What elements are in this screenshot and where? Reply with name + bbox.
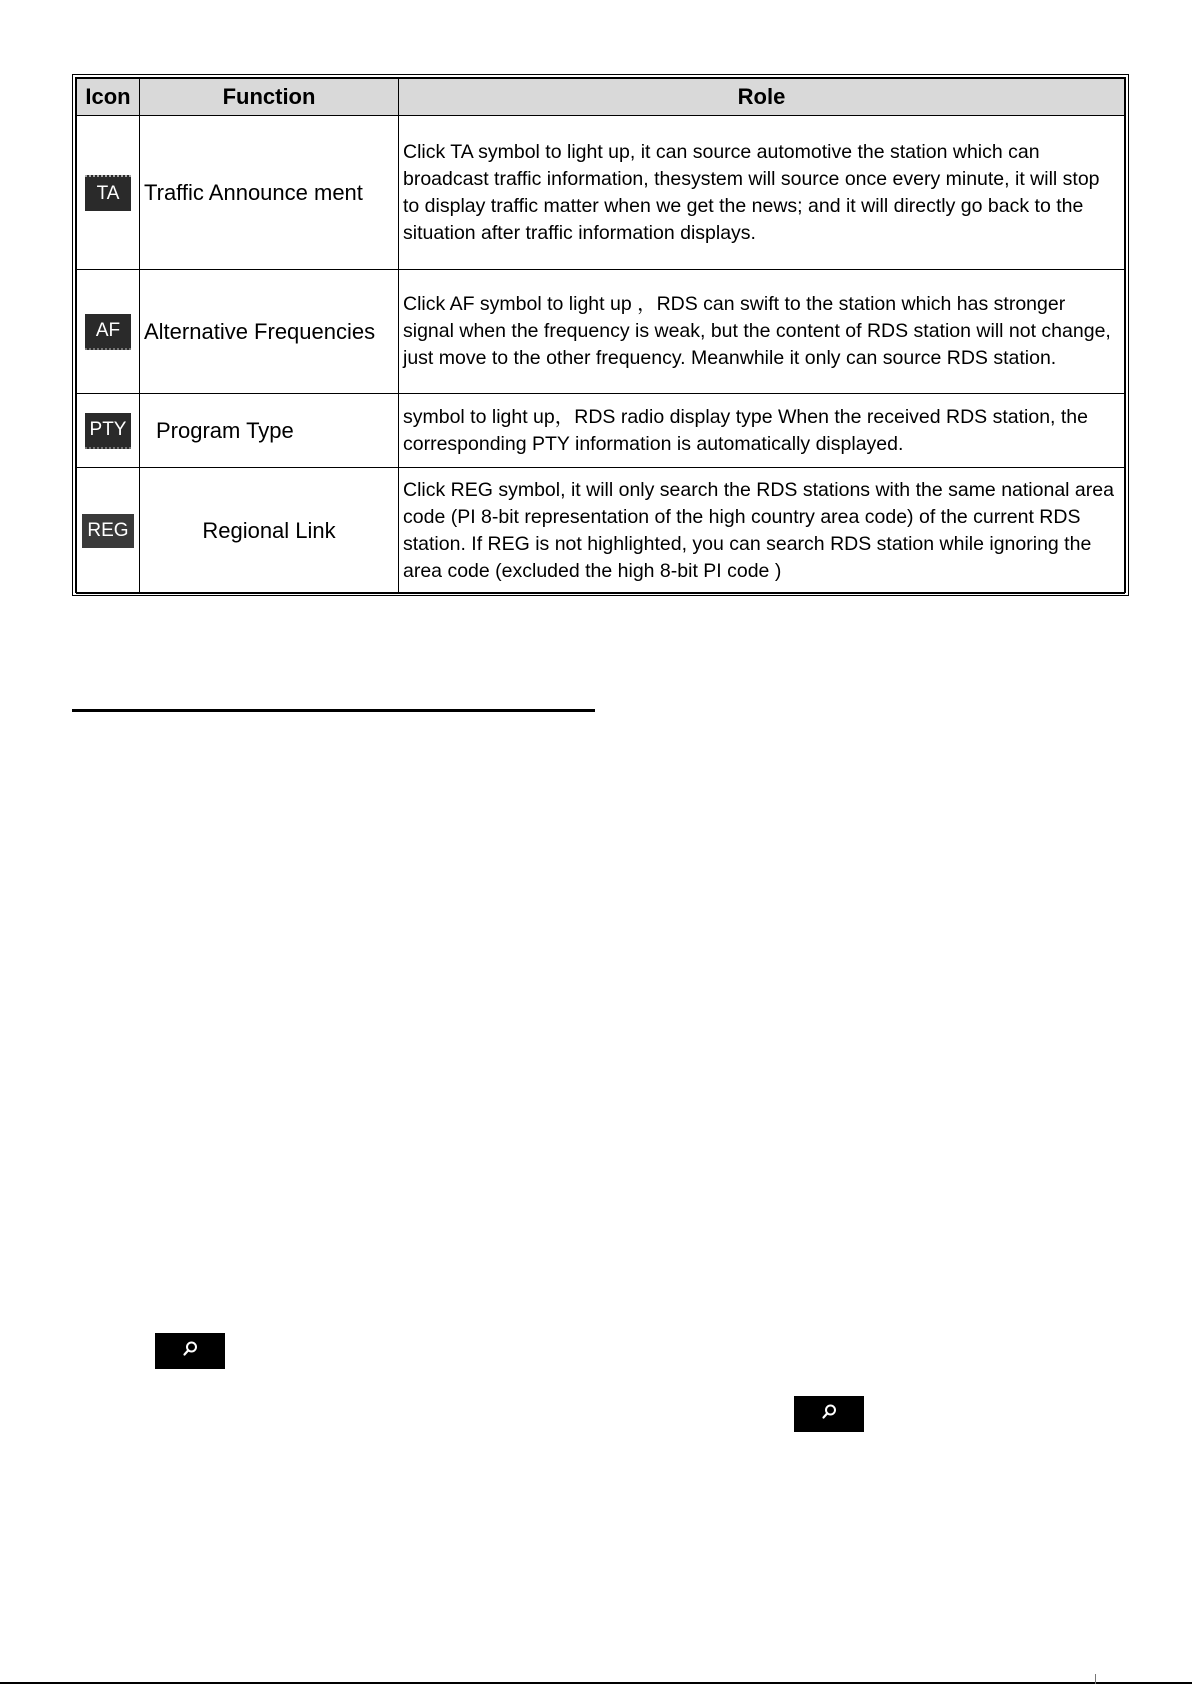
reg-icon: REG [82,514,133,548]
icon-cell [77,468,140,594]
table-row [77,116,1125,270]
search-button[interactable] [155,1333,225,1369]
function-cell: Regional Link [140,468,399,594]
role-cell: Click AF symbol to light up ，RDS can swift to the station which has stronger signal when the frequency is weak, but the content of RDS station will not change, just move to the other frequency. Meanwhile it only can source RDS station. [399,270,1125,394]
search-icon [181,1340,199,1363]
rds-function-table [72,74,1129,596]
search-button[interactable] [794,1396,864,1432]
page-bottom-border [0,1682,1192,1684]
header-role: Role [399,79,1125,116]
icon-cell [77,394,140,468]
role-cell: Click REG symbol, it will only search the RDS stations with the same national area code (PI 8-bit representation of the high country area code) of the current RDS station. If REG is not highlighted, you can search RDS station while ignoring the area code (excluded the high 8-bit PI code ) [399,468,1125,594]
table-header-row [77,79,1125,116]
function-cell: Alternative Frequencies [140,270,399,394]
af-icon: AF [85,314,131,350]
pty-icon: PTY [85,413,132,449]
table-row [77,394,1125,468]
role-cell: Click TA symbol to light up, it can source automotive the station which can broadcast traffic information, thesystem will source once every minute, it will stop to display traffic matter when we get the news; and it will directly go back to the situation after traffic information displays. [399,116,1125,270]
role-cell: symbol to light up，RDS radio display type When the received RDS station, the corresponding PTY information is automatically displayed. [399,394,1125,468]
section-divider [72,709,595,712]
function-cell: Traffic Announce ment [140,116,399,270]
table-row [77,270,1125,394]
icon-cell [77,270,140,394]
function-cell: Program Type [140,394,399,468]
header-function: Function [140,79,399,116]
table-row [77,468,1125,594]
icon-cell [77,116,140,270]
search-icon [820,1403,838,1426]
header-icon: Icon [77,79,140,116]
rds-table [76,78,1125,594]
ta-icon: TA [85,175,131,211]
